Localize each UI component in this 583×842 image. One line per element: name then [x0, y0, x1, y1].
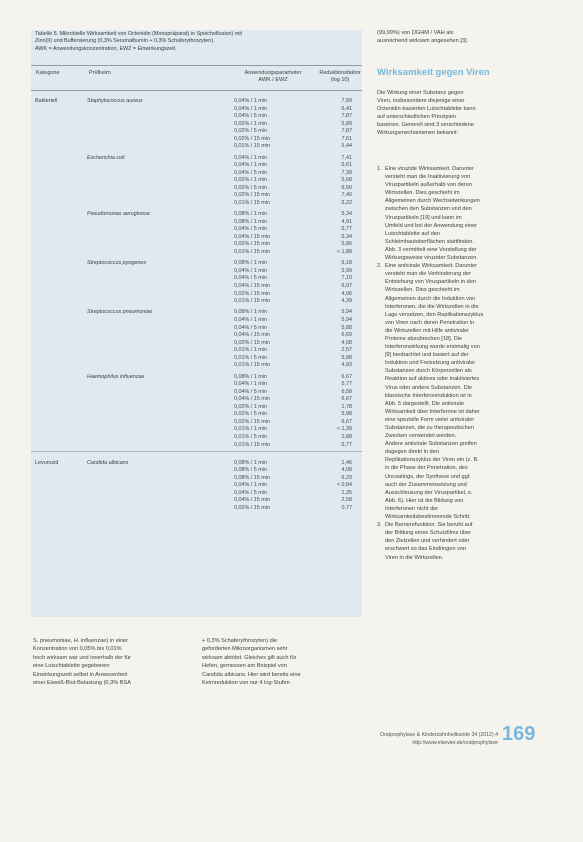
parameter-cell: 0,04% / 1 min: [234, 482, 267, 489]
header-reduktion: [310, 70, 370, 84]
reduction-cell: 6,50: [341, 184, 352, 191]
table-row: [31, 460, 362, 468]
parameter-cell: 0,04% / 1 min: [234, 162, 267, 169]
reduction-cell: 7,40: [341, 192, 352, 199]
reduction-cell: 5,94: [341, 309, 352, 316]
text-line: einer Eiweiß-Blut-Belastung (0,3% BSA: [33, 680, 131, 687]
table-row: [31, 396, 362, 404]
parameter-cell: 0,02% / 15 min: [234, 339, 270, 346]
reduction-cell: 6,67: [341, 418, 352, 425]
text-line: Andere antivirale Substanzen greifen: [385, 441, 477, 448]
caption-line: Zinn(II) und Buffersierung (0,3% Serumalbumin + 0,3% Schaferythrozyten).: [35, 38, 215, 45]
parameter-cell: 0,04% / 15 min: [234, 396, 270, 403]
text-line: Eine viruzide Wirksamkeit. Darunter: [385, 166, 474, 172]
parameter-cell: 0,04% / 5 min: [234, 388, 267, 395]
reduction-cell: 7,10: [341, 275, 352, 282]
page-number: 169: [502, 723, 536, 745]
reduction-cell: 1,35: [341, 489, 352, 496]
parameter-cell: 0,04% / 15 min: [234, 282, 270, 289]
parameter-cell: 0,01% / 15 min: [234, 143, 270, 150]
reduction-cell: 0,77: [341, 504, 352, 511]
parameter-cell: 0,02% / 15 min: [234, 135, 270, 142]
parameter-cell: 0,01% / 15 min: [234, 362, 270, 369]
reduction-cell: 5,88: [341, 354, 352, 361]
parameter-cell: 0,02% / 5 min: [234, 128, 267, 135]
text-line: Keimreduktion von nur 4 log-Stufen: [202, 680, 290, 687]
reduction-cell: 5,34: [341, 233, 352, 240]
reduction-cell: 5,77: [341, 441, 352, 448]
reduction-cell: 7,41: [341, 154, 352, 161]
text-line: Wirtszellen. Dies geschieht im: [385, 287, 460, 294]
reduction-cell: 6,18: [341, 260, 352, 267]
text-line: Virus oder andere Substanzen. Die: [385, 384, 472, 391]
text-line: Substanzen durch Körperzellen als: [385, 368, 472, 375]
parameter-cell: 0,04% / 5 min: [234, 226, 267, 233]
header-anwendung-line: AWK / EWZ: [258, 77, 288, 83]
category-cell: Levurozid: [35, 459, 59, 466]
table-row: [31, 143, 362, 151]
table-caption: [35, 31, 360, 53]
parameter-cell: 0,08% / 1 min: [234, 309, 267, 316]
table-row: [31, 192, 362, 200]
table-row: [31, 411, 362, 419]
table-row: [31, 185, 362, 193]
parameter-cell: 0,08% / 1 min: [234, 218, 267, 225]
table-row: [31, 177, 362, 185]
reduction-cell: 4,08: [341, 339, 352, 346]
table-row: [31, 200, 362, 208]
text-line: die Wirtszellen mit Hilfe antiviraler: [385, 327, 469, 334]
reduction-cell: 5,89: [341, 120, 352, 127]
category-separator: [31, 451, 362, 452]
reduction-cell: < 1,39: [336, 426, 352, 433]
text-line: Replikationszyklus der Viren ein (z. B.: [385, 457, 479, 464]
text-line: Abb. 5 dargestellt. Die antivirale: [385, 400, 464, 407]
body-text-middle: [202, 637, 350, 687]
reduction-cell: 5,61: [341, 162, 352, 169]
text-line: Zwecken verwendet werden.: [385, 433, 457, 440]
parameter-cell: 0,01% / 15 min: [234, 298, 270, 305]
parameter-cell: 0,04% / 1 min: [234, 381, 267, 388]
parameter-cell: 0,02% / 1 min: [234, 403, 267, 410]
text-line: Entstehung von Viruspartikeln in den: [385, 279, 477, 286]
text-line: erschwert so das Eindringen von: [385, 546, 467, 553]
parameter-cell: 0,04% / 15 min: [234, 233, 270, 240]
reduction-cell: 2,88: [341, 433, 352, 440]
text-line: Lutschtablette auf den: [385, 230, 441, 237]
table-header: [31, 65, 362, 91]
table-row: [31, 275, 362, 283]
text-line: Die Barrierefunktion. Sie beruht auf: [385, 522, 473, 529]
organism-cell: Haemophilus influenzae: [87, 373, 145, 380]
text-line: Ausschleusung der Viruspartikel, s.: [385, 489, 473, 496]
organism-cell: Streptococcus pneumoniae: [87, 309, 153, 316]
parameter-cell: 0,01% / 15 min: [234, 199, 270, 206]
table-row: [31, 475, 362, 483]
reduction-cell: 5,34: [341, 211, 352, 218]
section-heading: Wirksamkeit gegen Viren: [377, 67, 490, 78]
reduction-cell: 5,44: [341, 143, 352, 150]
reduction-cell: 6,67: [341, 373, 352, 380]
parameter-cell: 0,04% / 15 min: [234, 332, 270, 339]
text-line: Uncoatings, der Synthese und ggf.: [385, 473, 471, 480]
parameter-cell: 0,02% / 5 min: [234, 411, 267, 418]
organism-cell: Staphylococcus aureus: [87, 98, 143, 104]
parameter-cell: 0,08% / 1 min: [234, 459, 267, 466]
caption-line: AWK = Anwendungskonzentration, EWZ = Einwirkungszeit.: [35, 45, 177, 52]
journal-citation: Oralprophylaxe & Kinderzahnheilkunde 34 (2012) 4: [380, 732, 498, 738]
text-line: Interferonen, die die Wirtszellen in die: [385, 303, 479, 310]
text-line: versteht man die Inaktivierung von: [385, 174, 471, 181]
text-line: Viruspartikeln [19] und kann im: [385, 214, 462, 221]
header-anwendung-line: Anwendungsparameter: [244, 70, 302, 76]
parameter-cell: 0,08% / 1 min: [234, 373, 267, 380]
text-line: in die Phase der Penetration, des: [385, 465, 468, 472]
header-pruefkeim: Prüfkeim: [89, 70, 111, 76]
parameter-cell: 0,08% / 1 min: [234, 260, 267, 267]
reduction-cell: 4,93: [341, 362, 352, 369]
table-row: [31, 219, 362, 227]
reduction-cell: 7,61: [341, 135, 352, 142]
header-reduktion-line: Reduktionsfaktor: [319, 70, 361, 76]
mechanism-list-item: [377, 521, 527, 561]
text-line: Wirkungsweise viruzider Substanzen.: [385, 255, 478, 262]
parameter-cell: 0,02% / 15 min: [234, 192, 270, 199]
reduction-cell: 6,41: [341, 105, 352, 112]
text-line: + 0,3% Schaferythrozyten) die: [202, 638, 278, 644]
reduction-cell: 2,58: [341, 497, 352, 504]
reduction-cell: 4,06: [341, 290, 352, 297]
table-row: [31, 309, 362, 317]
reduction-cell: < 1,88: [336, 249, 352, 255]
parameter-cell: 0,04% / 1 min: [234, 105, 267, 112]
list-number: 1.: [377, 166, 382, 172]
text-line: der Bildung eines Schutzfilms über: [385, 530, 472, 537]
text-line: Substanzen, die zu therapeutischen: [385, 425, 474, 431]
header-kategorie: Kategorie: [36, 70, 60, 76]
text-line: S. pneumoniae, H. influenzae) in einer: [33, 638, 129, 644]
parameter-cell: 0,01% / 15 min: [234, 441, 270, 448]
table-row: [31, 241, 362, 249]
reduction-cell: 5,86: [341, 241, 352, 248]
reduction-cell: 6,67: [341, 396, 352, 403]
reduction-cell: 7,87: [341, 128, 352, 135]
table-row: [31, 404, 362, 412]
table-row: [31, 298, 362, 306]
parameter-cell: 0,04% / 5 min: [234, 169, 267, 176]
text-line: Candida albicans. Hier wird bereits eine: [202, 671, 301, 678]
text-line: Viren in die Wirtszellen.: [385, 554, 444, 561]
reduction-cell: < 0,84: [336, 482, 352, 489]
reduction-cell: 5,68: [341, 177, 352, 184]
text-line: Lage versetzen, den Replikationszyklus: [385, 311, 484, 318]
parameter-cell: 0,08% / 5 min: [234, 467, 267, 474]
table-row: [31, 211, 362, 219]
table-row: [31, 249, 362, 257]
text-line: eine spezielle Form vieler antiviraler: [385, 416, 475, 423]
text-line: auf unterschiedlichen Prinzipien: [377, 114, 456, 121]
reduction-cell: 6,69: [341, 332, 352, 339]
header-reduktion-line: (log 10): [330, 77, 350, 83]
table-row: [31, 467, 362, 475]
caption-line: Tabelle 5. Mikrobielle Wirksamkeit von Octenidin (Monopräparat) in Speichelfusion) mit: [35, 31, 243, 37]
text-line: Abb. 6). Hier ist die Bildung von: [385, 497, 464, 504]
text-line: Interferonen nicht der: [385, 505, 439, 512]
mechanism-list-item: [377, 165, 527, 262]
parameter-cell: 0,02% / 15 min: [234, 418, 270, 425]
parameter-cell: 0,04% / 15 min: [234, 497, 270, 504]
reduction-cell: 1,78: [341, 403, 352, 410]
text-line: hoch wirksam war und innerhalb der für: [33, 654, 131, 661]
reduction-cell: 7,39: [341, 169, 352, 176]
reduction-cell: 5,88: [341, 324, 352, 331]
table-row: [31, 283, 362, 291]
mechanism-list-item: [377, 262, 527, 521]
footer: [368, 731, 498, 747]
table-row: [31, 482, 362, 490]
text-line: den Zielzellen und verhindert oder: [385, 538, 470, 545]
table-row: [31, 317, 362, 325]
table-row: [31, 332, 362, 340]
reduction-cell: 5,77: [341, 226, 352, 233]
table-row: [31, 426, 362, 434]
text-line: klassische Interferoninduktion ist in: [385, 392, 472, 399]
text-line: Octenidin-basierten Lutschtablette kann: [377, 106, 476, 113]
table-row: [31, 170, 362, 178]
table-row: [31, 106, 362, 114]
parameter-cell: 0,02% / 1 min: [234, 177, 267, 184]
text-line: Wirtszellen. Dies geschieht im: [385, 190, 460, 197]
parameter-cell: 0,04% / 1 min: [234, 316, 267, 323]
parameter-cell: 0,02% / 15 min: [234, 241, 270, 248]
reduction-cell: 5,99: [341, 267, 352, 274]
text-line: Die Wirkung einer Substanz gegen: [377, 90, 464, 96]
table-row: [31, 98, 362, 106]
text-line: Wirksamkeit über Interferone ist daher: [385, 408, 480, 415]
text-line: basieren. Generell sind 3 verschiedene: [377, 122, 475, 129]
table-row: [31, 389, 362, 397]
table-row: [31, 419, 362, 427]
table-row: [31, 325, 362, 333]
reduction-cell: 7,87: [341, 113, 352, 120]
text-line: Wirksamkeitsbestimmende Schritt.: [385, 514, 471, 521]
text-line: Eine antivirale Wirksamkeit. Darunter: [385, 263, 478, 270]
text-line: eine Lutschtablette gegebenen: [33, 663, 110, 670]
table-row: [31, 355, 362, 363]
category-cell: Bakteriell: [35, 98, 58, 104]
parameter-cell: 0,01% / 1 min: [234, 426, 267, 433]
text-line: [9] beobachtet und basiert auf der: [385, 352, 469, 359]
parameter-cell: 0,02% / 5 min: [234, 184, 267, 191]
table-row: [31, 155, 362, 163]
parameter-cell: 0,01% / 1 min: [234, 347, 267, 354]
organism-cell: Streptococcus pyogenes: [87, 260, 147, 267]
text-line: Hefen, gemessen am Beispiel von: [202, 663, 287, 670]
text-line: Viruspartikeln außerhalb von deren: [385, 182, 472, 189]
text-line: Induktion und Freisetzung antiviraler: [385, 360, 476, 367]
table-row: [31, 128, 362, 136]
table-row: [31, 260, 362, 268]
text-line: Allgemeinen durch Wechselwirkungen: [385, 198, 480, 205]
table-row: [31, 442, 362, 450]
reduction-cell: 5,98: [341, 411, 352, 418]
right-column-top-text: [377, 29, 527, 45]
text-line: (99,99%) von DGHM / VAH als: [377, 30, 454, 36]
reduction-cell: 4,39: [341, 298, 352, 305]
parameter-cell: 0,08% / 15 min: [234, 474, 270, 481]
reduction-cell: 4,08: [341, 467, 352, 474]
journal-url[interactable]: http://www.elsevier.de/oralprophylaxe: [412, 740, 498, 746]
text-line: Viren, insbesondere diejenige einer: [377, 98, 465, 105]
organism-cell: Pseudomonas aeruginosa: [87, 211, 150, 218]
table-row: [31, 347, 362, 355]
reduction-cell: 6,97: [341, 282, 352, 289]
text-line: Wirkungsmechanismen bekannt:: [377, 130, 459, 137]
table-row: [31, 136, 362, 144]
parameter-cell: 0,04% / 5 min: [234, 324, 267, 331]
parameter-cell: 0,08% / 1 min: [234, 211, 267, 218]
reduction-cell: 5,22: [341, 199, 352, 206]
parameter-cell: 0,04% / 1 min: [234, 267, 267, 274]
reduction-cell: 6,20: [341, 474, 352, 481]
text-line: geforderten Mikroorganismen sehr: [202, 646, 288, 653]
table-row: [31, 162, 362, 170]
text-line: dagegen direkt in den: [385, 449, 439, 456]
parameter-cell: 0,04% / 1 min: [234, 154, 267, 161]
text-line: Umfeld und bei der Anwendung einer: [385, 222, 478, 229]
text-line: wirksam abtötet. Gleiches gilt auch für: [202, 654, 297, 661]
table-row: [31, 490, 362, 498]
table-row: [31, 268, 362, 276]
parameter-cell: 0,02% / 1 min: [234, 120, 267, 127]
parameter-cell: 0,02% / 15 min: [234, 290, 270, 297]
table-row: [31, 374, 362, 382]
table-row: [31, 291, 362, 299]
right-column-intro: [377, 89, 527, 138]
text-line: Reaktion auf aktives oder inaktiviertes: [385, 376, 480, 383]
parameter-cell: 0,04% / 5 min: [234, 113, 267, 120]
parameter-cell: 0,04% / 5 min: [234, 275, 267, 282]
text-line: Abb. 3 vermittelt eine Vorstellung der: [385, 246, 477, 253]
text-line: Konzentration von 0,05% bis 0,01%: [33, 646, 122, 653]
header-anwendung: [233, 70, 313, 84]
text-line: Allgemeinen durch die Induktion von: [385, 295, 476, 302]
table-row: [31, 362, 362, 370]
parameter-cell: 0,02% / 15 min: [234, 504, 270, 511]
table-row: [31, 113, 362, 121]
reduction-cell: 5,77: [341, 381, 352, 388]
text-line: auch der Zusammensetzung und: [385, 481, 467, 488]
text-line: Einwirkungszeit selbst in Anwesenheit: [33, 671, 128, 678]
text-line: ausreichend wirksam angesehen [3].: [377, 38, 469, 45]
text-line: Proteine abzubrechen [18]. Die: [385, 335, 463, 342]
table-row: [31, 226, 362, 234]
text-line: zwischen den Substanzen und den: [385, 206, 472, 213]
parameter-cell: 0,01% / 15 min: [234, 249, 270, 255]
list-number: 3.: [377, 522, 382, 529]
table-row: [31, 497, 362, 505]
organism-cell: Escherichia coli: [87, 154, 125, 161]
list-number: 2.: [377, 263, 382, 270]
reduction-cell: 5,94: [341, 316, 352, 323]
table-row: [31, 505, 362, 513]
body-text-left: [33, 637, 181, 687]
text-line: von Viren nach deren Penetration in: [385, 319, 475, 326]
text-line: Interferonwirkung wurde erstmalig von: [385, 344, 480, 351]
table-row: [31, 340, 362, 348]
table-row: [31, 381, 362, 389]
parameter-cell: 0,01% / 5 min: [234, 354, 267, 361]
table-row: [31, 121, 362, 129]
organism-cell: Candida albicans: [87, 459, 129, 466]
reduction-cell: 6,58: [341, 388, 352, 395]
table-row: [31, 234, 362, 242]
reduction-cell: 1,46: [341, 459, 352, 466]
table-row: [31, 434, 362, 442]
reduction-cell: 7,89: [341, 98, 352, 104]
text-line: Schleimhautoberflächen stattfinden.: [385, 238, 474, 245]
parameter-cell: 0,04% / 1 min: [234, 98, 267, 104]
reduction-cell: 4,91: [341, 218, 352, 225]
parameter-cell: 0,04% / 5 min: [234, 489, 267, 496]
reduction-cell: 2,57: [341, 347, 352, 354]
parameter-cell: 0,01% / 5 min: [234, 433, 267, 440]
mechanism-list: [377, 165, 527, 562]
text-line: versteht man die Verhinderung der: [385, 271, 471, 278]
